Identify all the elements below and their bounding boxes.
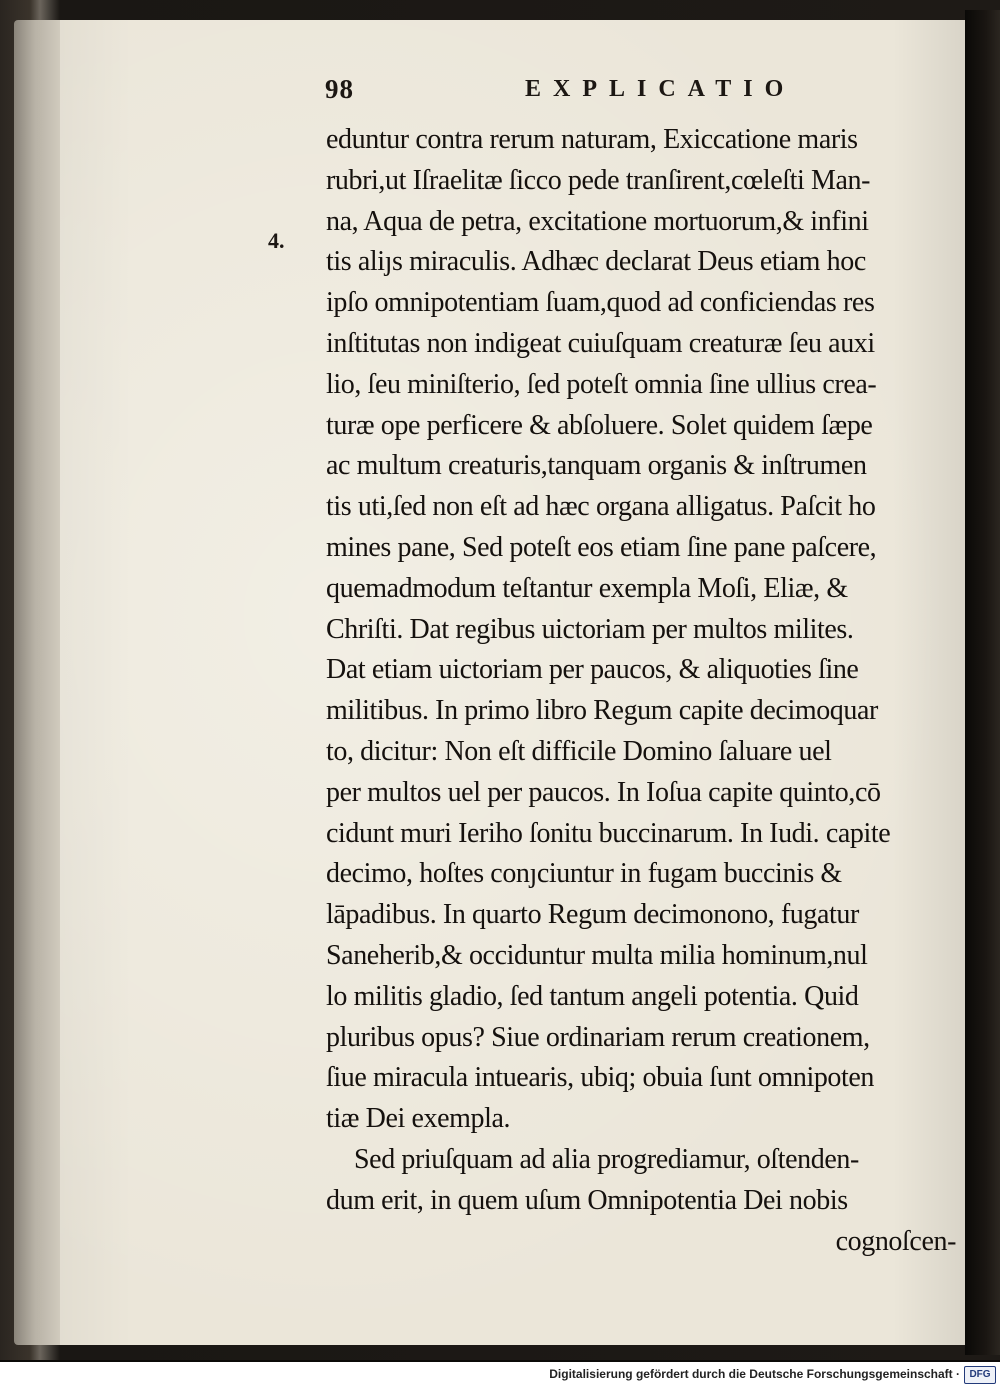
text-line: Dat etiam uictoriam per paucos, & aliquoties ſine: [326, 654, 859, 686]
text-block: [326, 120, 976, 1262]
text-line: lāpadibus. In quarto Regum decimonono, fugatur: [326, 899, 859, 931]
text-line: ipſo omnipotentiam ſuam,quod ad conficiendas res: [326, 287, 875, 319]
text-line: cidunt muri Ieriho ſonitu buccinarum. In Iudi. capite: [326, 817, 891, 849]
text-line: pluribus opus? Siue ordinariam rerum creationem,: [326, 1021, 870, 1053]
text-line: turæ ope perficere & abſoluere. Solet quidem ſæpe: [326, 409, 873, 441]
footer-bar: [0, 1362, 1000, 1388]
paragraph-start-line: Sed priuſquam ad alia progrediamur, oſtenden-: [354, 1143, 859, 1175]
text-line: lio, ſeu miniſterio, ſed poteſt omnia ſine ullius crea-: [326, 368, 877, 400]
page-number: 98: [325, 74, 354, 104]
text-line: to, dicitur: Non eſt difficile Domino ſaluare uel: [326, 735, 832, 767]
dfg-logo: DFG: [964, 1366, 996, 1384]
text-line: Saneherib,& occiduntur multa milia hominum,nul: [326, 939, 868, 971]
text-line: tis uti,ſed non eſt ad hæc organa alligatus. Paſcit ho: [326, 491, 876, 523]
text-line: ac multum creaturis,tanquam organis & inſtrumen: [326, 450, 867, 482]
funding-credit: Digitalisierung gefördert durch die Deutsche Forschungsgemeinschaft ·: [549, 1367, 960, 1381]
page-stack-edge: [14, 20, 66, 1345]
catchword: cognoſcen-: [835, 1225, 956, 1257]
text-line: mines pane, Sed poteſt eos etiam ſine pane paſcere,: [326, 531, 877, 563]
text-line: per multos uel per paucos. In Ioſua capite quinto,cō: [326, 776, 881, 808]
text-line: decimo, hoſtes conȷciuntur in fugam buccinis &: [326, 858, 842, 890]
text-line: inſtitutas non indigeat cuiuſquam creaturæ ſeu auxi: [326, 327, 875, 359]
text-line: rubri,ut Iſraelitæ ſicco pede tranſirent,cœleſti Man-: [326, 164, 871, 196]
text-line: ſiue miracula intuearis, ubiq; obuia ſunt omnipoten: [326, 1062, 875, 1094]
text-line: quemadmodum teſtantur exempla Moſi, Eliæ, &: [326, 572, 848, 604]
text-line: tis aliȷs miraculis. Adhæc declarat Deus etiam hoc: [326, 246, 866, 278]
text-line: eduntur contra rerum naturam, Exiccatione maris: [326, 124, 858, 155]
text-line: Chriſti. Dat regibus uictoriam per multos milites.: [326, 613, 854, 645]
text-line: na, Aqua de petra, excitatione mortuorum,& infini: [326, 205, 869, 237]
margin-note: 4.: [268, 228, 285, 253]
text-line: militibus. In primo libro Regum capite decimoquar: [326, 695, 878, 727]
text-line: lo militis gladio, ſed tantum angeli potentia. Quid: [326, 980, 859, 1012]
running-head: [325, 74, 965, 114]
running-head-title: EXPLICATIO: [525, 76, 796, 102]
text-line: tiæ Dei exempla.: [326, 1103, 511, 1135]
text-line: dum erit, in quem uſum Omnipotentia Dei nobis: [326, 1184, 848, 1216]
